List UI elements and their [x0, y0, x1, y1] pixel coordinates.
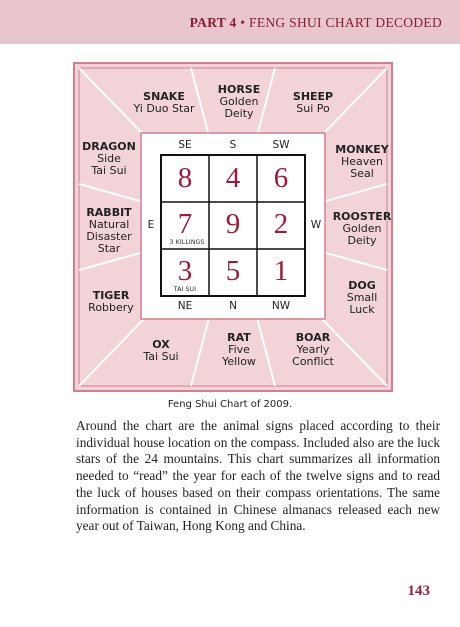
header-band [0, 0, 460, 44]
three-killings-note: 3 KILLINGS [169, 239, 205, 246]
animal-snake: SNAKE Yi Duo Star [133, 90, 195, 115]
animal-dragon: DRAGON Side Tai Sui [82, 140, 136, 177]
tai-sui-note: TAI SUI [173, 286, 197, 293]
direction-s: S [229, 139, 237, 151]
direction-se: SE [178, 139, 192, 151]
direction-ne: NE [177, 300, 193, 312]
animal-rat: RAT Five Yellow [222, 331, 256, 368]
grid-number-center: 9 [225, 208, 241, 240]
grid-number-n: 5 [225, 255, 241, 287]
header-bullet: • [240, 15, 246, 30]
body-paragraph: Around the chart are the animal signs placed according to their individual house location on the compass. Included also are the luck stars of the 24 mountains. This chart summarizes all information needed to “read” the year for each of the twelve signs and to read the luck of houses based on their compass orientations. The same information is contained in Chinese almanacs released each new year out of Taiwan, Hong Kong and China. [76, 418, 440, 534]
grid-number-ne: 3 [177, 255, 193, 287]
animal-rooster: ROOSTER Golden Deity [332, 210, 392, 247]
animal-ox: OX Tai Sui [143, 338, 179, 363]
grid-number-se: 8 [177, 162, 193, 194]
chapter-title: FENG SHUI CHART DECODED [249, 15, 442, 30]
animal-monkey: MONKEY Heaven Seal [335, 143, 389, 180]
animal-horse: HORSE Golden Deity [217, 83, 261, 120]
direction-e: E [147, 219, 155, 231]
direction-nw: NW [271, 300, 291, 312]
figure-caption: Feng Shui Chart of 2009. [167, 399, 293, 410]
grid-number-nw: 1 [273, 255, 289, 287]
animal-rabbit: RABBIT Natural Disaster Star [86, 206, 132, 255]
animal-boar: BOAR Yearly Conflict [292, 331, 334, 368]
animal-sheep: SHEEP Sui Po [292, 90, 334, 115]
feng-shui-chart [73, 62, 393, 392]
grid-number-w: 2 [273, 208, 289, 240]
running-head [190, 15, 442, 31]
grid-number-sw: 6 [273, 162, 289, 194]
grid-number-s: 4 [225, 162, 241, 194]
direction-sw: SW [272, 139, 290, 151]
direction-w: W [310, 219, 322, 231]
animal-dog: DOG Small Luck [346, 279, 378, 316]
animal-tiger: TIGER Robbery [88, 289, 134, 314]
page-number: 143 [407, 583, 430, 599]
direction-n: N [229, 300, 237, 312]
grid-number-e: 7 [177, 208, 193, 240]
part-label: PART 4 [189, 15, 237, 30]
